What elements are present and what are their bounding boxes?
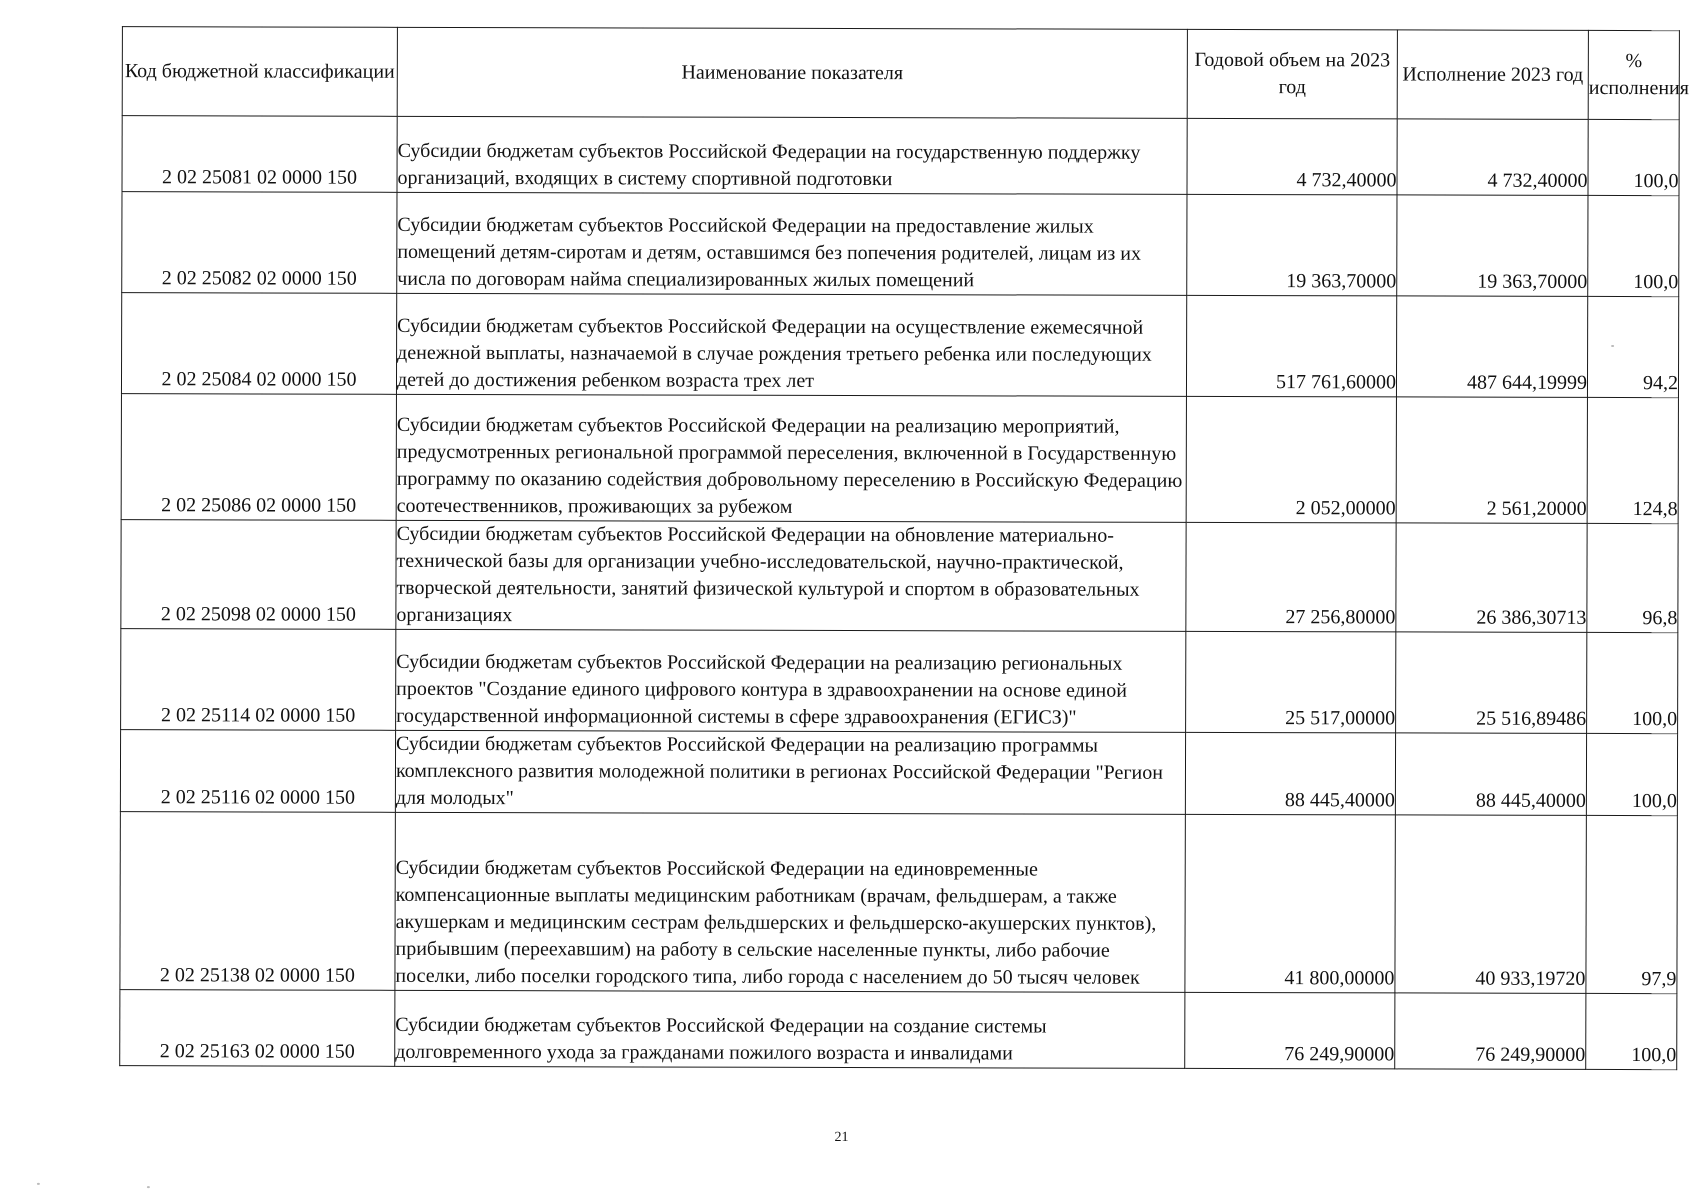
row-percent: 124,8 [1587, 397, 1678, 523]
row-execution: 88 445,40000 [1395, 733, 1586, 815]
row-percent: 96,8 [1587, 523, 1678, 632]
row-name: Субсидии бюджетам субъектов Российской Федерации на единовременные компенсационные выплаты медицинским работникам (врачам, фельдшерам, а также акушеркам и медицинским сестрам фельдшерских и фельдшерско-акушерских пунктов), прибывшим (переехавшим) на работу в сельские населенные пункты, либо рабочие поселки, либо поселки городского типа, либо города с населением до 50 тысяч человек [395, 812, 1185, 992]
row-annual: 25 517,00000 [1186, 631, 1396, 733]
row-code: 2 02 25163 02 0000 150 [120, 990, 395, 1067]
header-percent: % исполнения [1588, 30, 1679, 119]
row-percent: 100,0 [1588, 119, 1679, 195]
row-annual: 88 445,40000 [1185, 732, 1395, 815]
row-code: 2 02 25086 02 0000 150 [121, 394, 396, 521]
row-annual: 517 761,60000 [1186, 295, 1396, 397]
row-code: 2 02 25098 02 0000 150 [121, 520, 396, 630]
row-execution: 40 933,19720 [1395, 815, 1586, 993]
row-execution: 26 386,30713 [1396, 523, 1587, 632]
table-row [121, 394, 1678, 524]
row-code: 2 02 25081 02 0000 150 [122, 116, 397, 193]
scan-speck [1611, 345, 1614, 347]
row-execution: 76 249,90000 [1395, 993, 1586, 1069]
row-percent: 94,2 [1587, 296, 1678, 397]
row-percent: 100,0 [1588, 195, 1679, 296]
row-execution: 4 732,40000 [1397, 119, 1588, 195]
table-row [122, 192, 1679, 297]
table-row [120, 812, 1677, 994]
row-execution: 19 363,70000 [1397, 195, 1588, 296]
row-code: 2 02 25116 02 0000 150 [120, 730, 395, 813]
header-code: Код бюджетной классификации [122, 27, 397, 117]
table-row [120, 990, 1677, 1070]
row-annual: 27 256,80000 [1186, 522, 1396, 632]
row-name: Субсидии бюджетам субъектов Российской Федерации на создание системы долговременного ухода за гражданами пожилого возраста и инвалидами [395, 990, 1185, 1068]
row-execution: 25 516,89486 [1396, 632, 1587, 733]
table-row [121, 293, 1678, 398]
row-code: 2 02 25114 02 0000 150 [121, 629, 396, 731]
row-annual: 76 249,90000 [1185, 992, 1395, 1069]
row-annual: 19 363,70000 [1187, 194, 1397, 296]
row-percent: 100,0 [1587, 632, 1678, 733]
header-name: Наименование показателя [397, 27, 1187, 118]
row-code: 2 02 25138 02 0000 150 [120, 812, 395, 991]
header-annual: Годовой объем на 2023 год [1187, 29, 1397, 119]
row-annual: 2 052,00000 [1186, 396, 1396, 523]
scan-speck [147, 1186, 150, 1188]
row-execution: 487 644,19999 [1396, 296, 1587, 397]
row-name: Субсидии бюджетам субъектов Российской Федерации на реализацию программы комплексного развития молодежной политики в регионах Российской Федерации "Регион для молодых" [395, 730, 1185, 814]
row-code: 2 02 25082 02 0000 150 [122, 192, 397, 294]
row-percent: 97,9 [1586, 815, 1677, 993]
row-annual: 41 800,00000 [1185, 814, 1395, 993]
table-header-row [122, 27, 1679, 120]
row-code: 2 02 25084 02 0000 150 [121, 293, 396, 395]
table-row [121, 520, 1678, 633]
row-name: Субсидии бюджетам субъектов Российской Федерации на реализацию региональных проектов "Создание единого цифрового контура в здравоохранении на основе единой государственной информационной системы в сфере здравоохранения (ЕГИСЗ)" [396, 629, 1186, 732]
table-row [122, 116, 1679, 196]
row-name: Субсидии бюджетам субъектов Российской Федерации на обновление материально-технической базы для организации учебно-исследовательской, научно-практической, творческой деятельности, занятий физической культурой и спортом в образовательных организациях [396, 520, 1186, 631]
row-name: Субсидии бюджетам субъектов Российской Федерации на предоставление жилых помещений детям-сиротам и детям, оставшимся без попечения родителей, лицам из их числа по договорам найма специализированных жилых помещений [397, 192, 1187, 295]
row-percent: 100,0 [1586, 993, 1677, 1069]
row-name: Субсидии бюджетам субъектов Российской Федерации на реализацию мероприятий, предусмотренных региональной программой переселения, включенной в Государственную программу по оказанию содействия добровольному переселению в Российскую Федерацию соотечественников, проживающих за рубежом [396, 394, 1186, 522]
table-row [120, 730, 1677, 816]
row-annual: 4 732,40000 [1187, 118, 1397, 195]
header-execution: Исполнение 2023 год [1397, 30, 1588, 119]
row-execution: 2 561,20000 [1396, 397, 1587, 523]
row-name: Субсидии бюджетам субъектов Российской Федерации на осуществление ежемесячной денежной выплаты, назначаемой в случае рождения третьего ребенка или последующих детей до достижения ребенком возраста трех лет [396, 293, 1186, 396]
scan-speck [37, 1183, 40, 1185]
budget-execution-table [119, 26, 1689, 1070]
row-percent: 100,0 [1586, 733, 1677, 815]
table-row [121, 629, 1678, 734]
row-name: Субсидии бюджетам субъектов Российской Федерации на государственную поддержку организаций, входящих в систему спортивной подготовки [397, 116, 1187, 194]
page-number: 21 [834, 1129, 849, 1146]
